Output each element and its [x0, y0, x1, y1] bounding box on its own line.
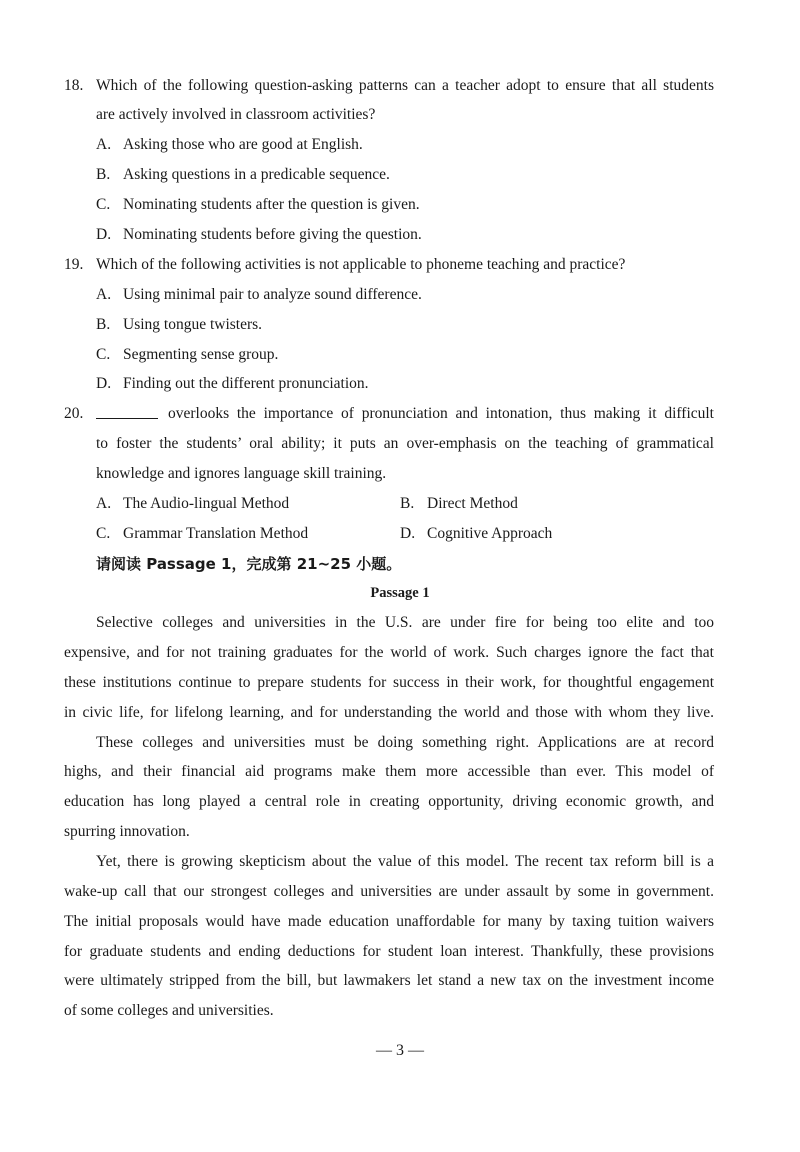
question-18-line-2: are actively involved in classroom activities?	[96, 106, 376, 123]
question-19-number: 19.	[64, 256, 84, 273]
passage-p3-line-3: The initial proposals would have made education unaffordable for many by taxing tuition waivers	[64, 913, 714, 930]
passage-p2-line-2: highs, and their financial aid programs make them more accessible than ever. This model of	[64, 763, 714, 780]
passage-p2-line-3: education has long played a central role in creating opportunity, driving economic growth, and	[64, 793, 714, 810]
question-19-option-c	[96, 345, 278, 365]
option-letter: B.	[96, 166, 111, 183]
answer-blank	[96, 404, 158, 425]
passage-title: Passage 1	[370, 585, 430, 601]
question-18-number: 18.	[64, 77, 84, 94]
option-letter: A.	[96, 495, 112, 512]
option-letter: D.	[400, 525, 416, 542]
option-letter: D.	[96, 375, 112, 392]
option-letter: C.	[96, 196, 111, 213]
passage-p1-line-1: Selective colleges and universities in the U.S. are under fire for being too elite and too	[96, 614, 714, 631]
question-20-option-d	[400, 524, 552, 544]
option-text: Nominating students after the question is given.	[123, 196, 420, 213]
passage-p3-line-4: for graduate students and ending deductions for student loan interest. Thankfully, these provisions	[64, 943, 714, 960]
question-20-line-3: knowledge and ignores language skill training.	[96, 465, 387, 482]
question-20-option-c	[96, 524, 308, 544]
passage-p1-line-4: in civic life, for lifelong learning, and for understanding the world and those with whom they live.	[64, 704, 714, 721]
option-text: Using minimal pair to analyze sound difference.	[123, 286, 422, 303]
question-20-line-2: to foster the students’ oral ability; it puts an over-emphasis on the teaching of grammatical	[96, 435, 714, 452]
option-letter: C.	[96, 346, 111, 363]
question-20-number: 20.	[64, 405, 84, 422]
question-19-option-a	[96, 285, 422, 305]
question-18-option-d	[96, 225, 422, 245]
option-letter: A.	[96, 286, 112, 303]
option-text: Cognitive Approach	[427, 525, 553, 542]
passage-p3-line-5: were ultimately stripped from the bill, but lawmakers let stand a new tax on the investment income	[64, 972, 714, 989]
passage-p1-line-2: expensive, and for not training graduates for the world of work. Such charges ignore the fact that	[64, 644, 714, 661]
question-19-option-d	[96, 374, 369, 394]
option-text: Grammar Translation Method	[123, 525, 309, 542]
option-text: Using tongue twisters.	[123, 316, 263, 333]
option-text: Nominating students before giving the question.	[123, 226, 422, 243]
question-20-option-b	[400, 494, 518, 514]
option-text: Asking those who are good at English.	[123, 136, 363, 153]
question-20-line-1: overlooks the importance of pronunciation and intonation, thus making it difficult	[168, 405, 714, 422]
question-18-option-a	[96, 135, 363, 155]
reading-instruction: 请阅读 Passage 1，完成第 21~25 小题。	[96, 555, 402, 573]
question-18-option-b	[96, 165, 390, 185]
question-18-option-c	[96, 195, 420, 215]
passage-p2-line-4: spurring innovation.	[64, 823, 190, 840]
option-letter: A.	[96, 136, 112, 153]
option-letter: B.	[96, 316, 111, 333]
option-text: The Audio-lingual Method	[123, 495, 290, 512]
option-letter: B.	[400, 495, 415, 512]
page-number: — 3 —	[376, 1042, 424, 1059]
passage-p2-line-1: These colleges and universities must be doing something right. Applications are at record	[96, 734, 714, 751]
passage-p3-line-6: of some colleges and universities.	[64, 1002, 274, 1019]
option-text: Direct Method	[427, 495, 518, 512]
question-19-line-1: Which of the following activities is not applicable to phoneme teaching and practice?	[96, 256, 626, 273]
question-19-option-b	[96, 315, 262, 335]
question-18-line-1: Which of the following question-asking patterns can a teacher adopt to ensure that all students	[96, 77, 714, 94]
option-letter: C.	[96, 525, 111, 542]
option-text: Finding out the different pronunciation.	[123, 375, 369, 392]
passage-p1-line-3: these institutions continue to prepare students for success in their work, for thoughtful engagement	[64, 674, 714, 691]
option-text: Asking questions in a predicable sequence.	[123, 166, 390, 183]
passage-p3-line-2: wake-up call that our strongest colleges and universities are under assault by some in government.	[64, 883, 714, 900]
option-text: Segmenting sense group.	[123, 346, 279, 363]
passage-p3-line-1: Yet, there is growing skepticism about the value of this model. The recent tax reform bill is a	[96, 853, 714, 870]
question-20-option-a	[96, 494, 289, 514]
option-letter: D.	[96, 226, 112, 243]
